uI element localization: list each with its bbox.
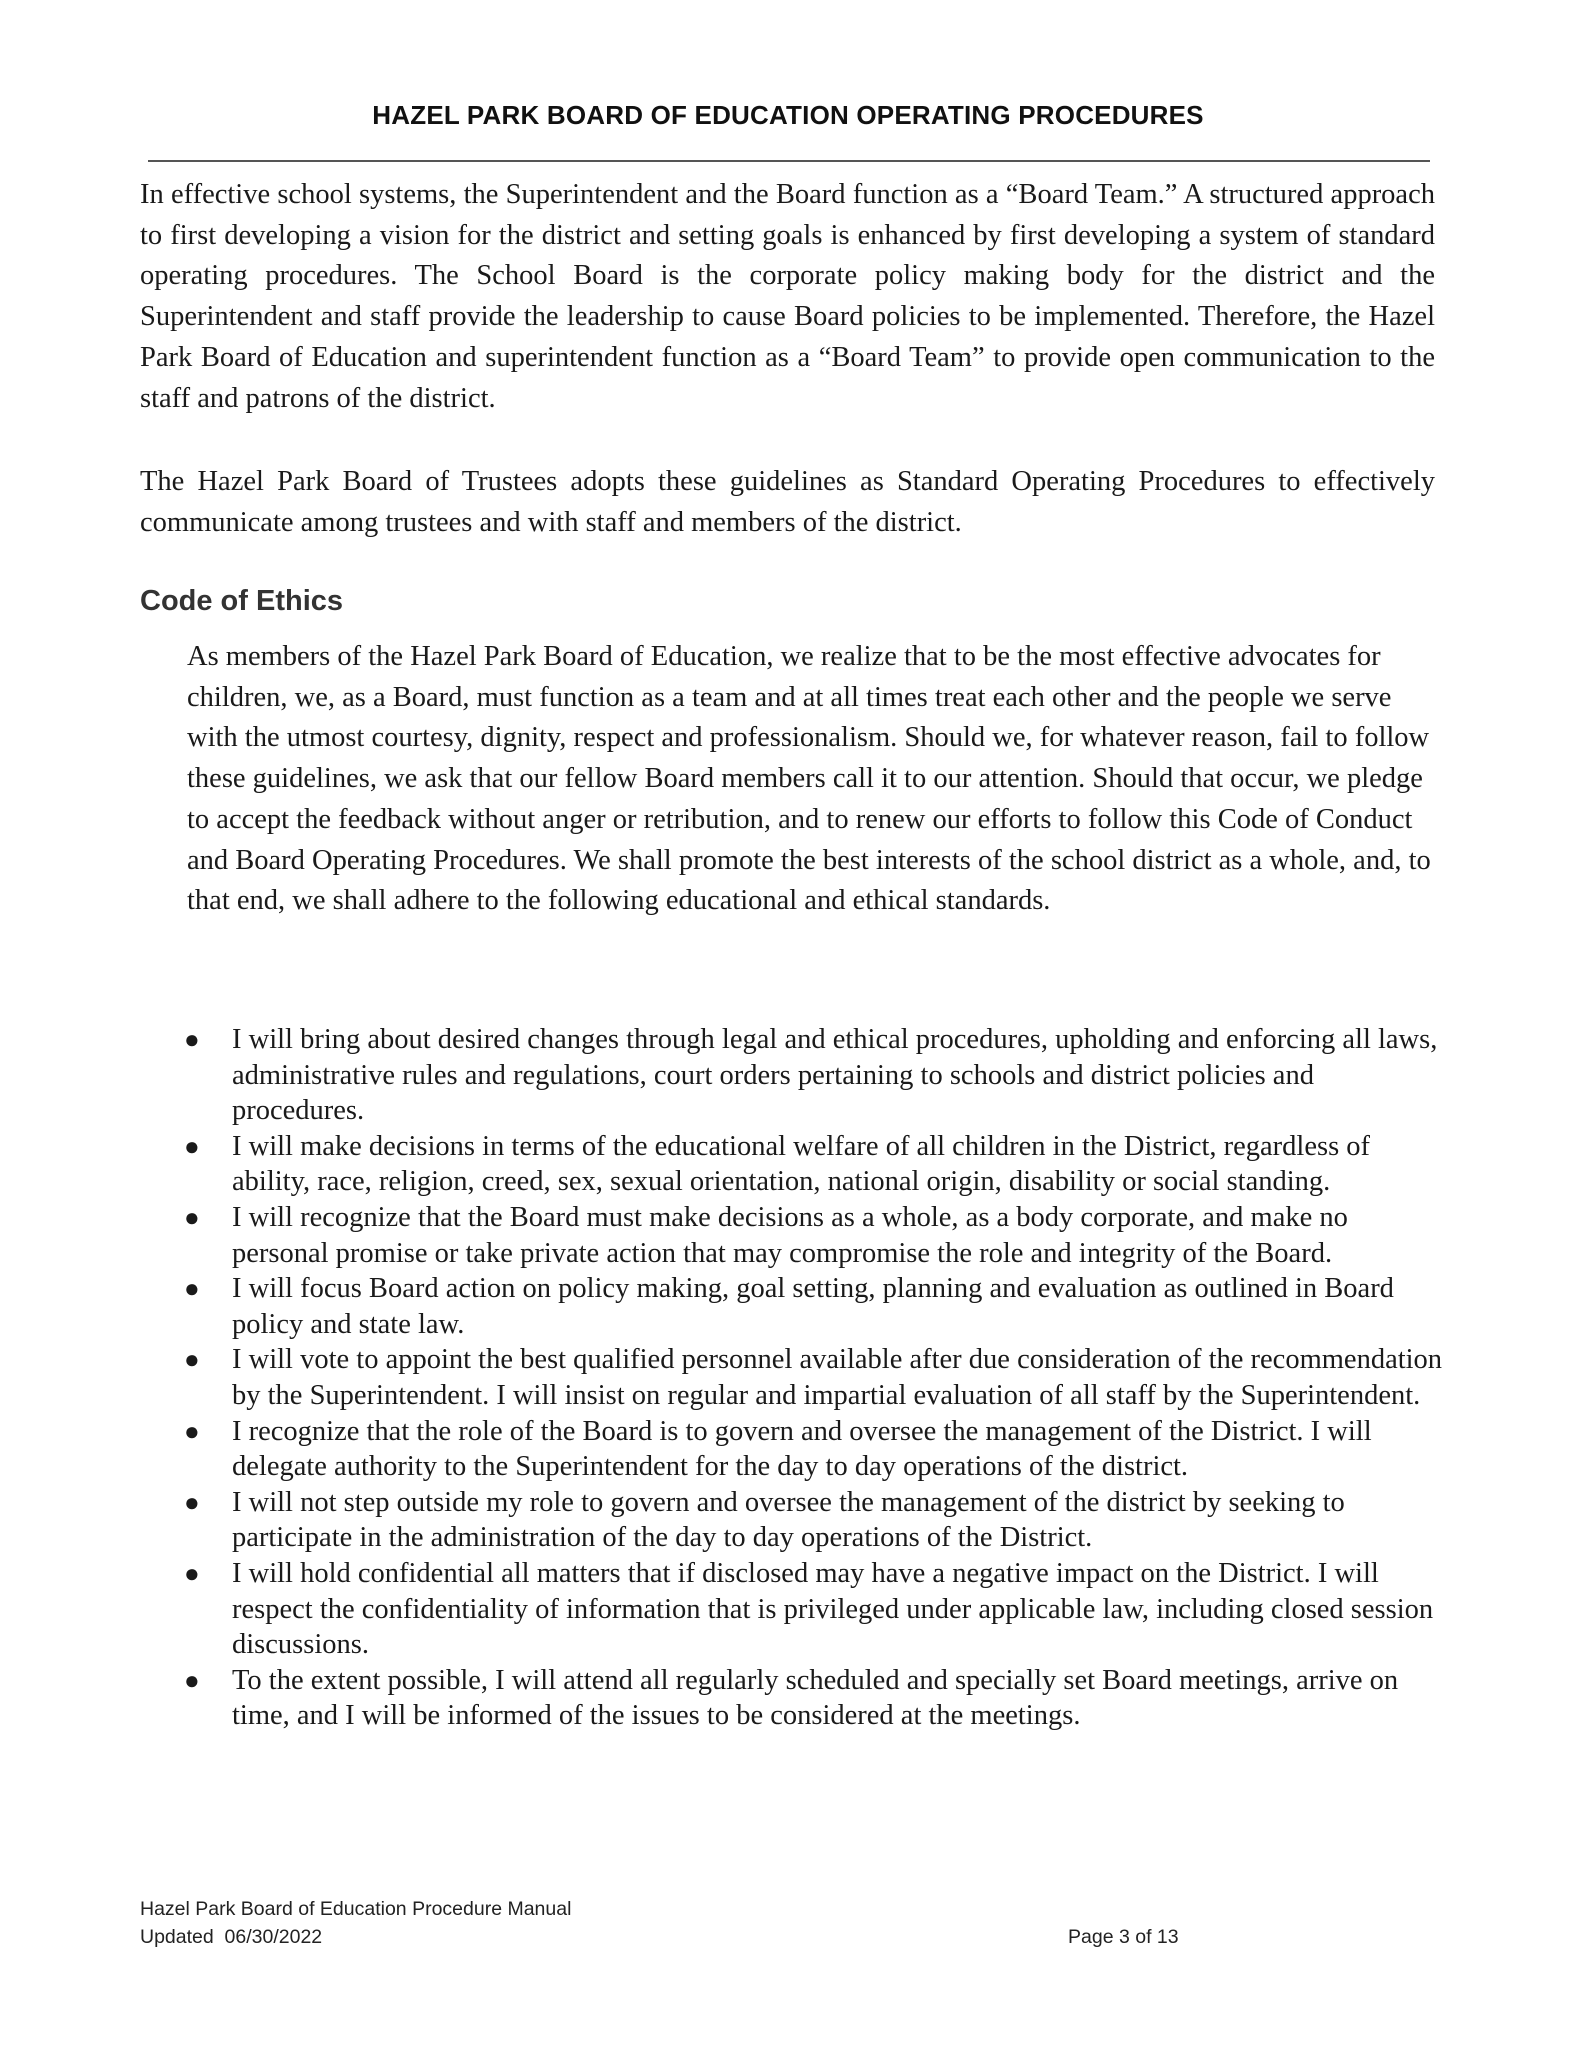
bullet-text: I will bring about desired changes through legal and ethical procedures, upholding and enforcing all laws, administrative rules and regulations, court orders pertaining to schools and district policies and procedures. (232, 1024, 1438, 1127)
ethics-bullet-item (0, 1663, 1444, 1734)
bullet-dot-icon: ● (184, 1274, 200, 1304)
ethics-bullet-item (0, 1485, 1444, 1556)
ethics-bullet-item (0, 1414, 1444, 1485)
footer-updated-date: Updated 06/30/2022 (140, 1926, 323, 1948)
bullet-dot-icon: ● (184, 1131, 200, 1161)
bullet-text: I recognize that the role of the Board is to govern and oversee the management of the District. I will delegate authority to the Superintendent for the day to day operations of the district. (232, 1415, 1372, 1483)
bullet-dot-icon: ● (184, 1665, 200, 1695)
ethics-bullet-item (0, 1200, 1444, 1271)
footer-left (140, 1895, 571, 1951)
ethics-bullet-item (0, 1129, 1444, 1200)
section-heading-code-of-ethics: Code of Ethics (140, 585, 344, 617)
bullet-text: I will focus Board action on policy making, goal setting, planning and evaluation as outlined in Board policy and state law. (232, 1273, 1394, 1340)
code-of-ethics-intro: As members of the Hazel Park Board of Education, we realize that to be the most effective advocates for children, we, as a Board, must function as a team and at all times treat each other and the people we serve with the utmost courtesy, dignity, respect and professionalism. Should we, for whatever reason, fail to follow these guidelines, we ask that our fellow Board members call it to our attention. Should that occur, we pledge to accept the feedback without anger or retribution, and to renew our efforts to follow this Code of Conduct and Board Operating Procedures. We shall promote the best interests of the school district as a whole, and, to that end, we shall adhere to the following educational and ethical standards. (187, 641, 1431, 917)
bullet-text: I will hold confidential all matters that if disclosed may have a negative impact on the District. I will respect the confidentiality of information that is privileged under applicable law, including closed session discussions. (232, 1557, 1434, 1661)
bullet-dot-icon: ● (184, 1025, 200, 1054)
bullet-text: I will vote to appoint the best qualified personnel available after due consideration of the recommendation by the Superintendent. I will insist on regular and impartial evaluation of all staff by the Superintendent. (232, 1344, 1443, 1411)
bullet-text: I will recognize that the Board must make decisions as a whole, as a body corporate, and make no personal promise or take private action that may compromise the role and integrity of the Board. (232, 1201, 1348, 1269)
page-header-title: HAZEL PARK BOARD OF EDUCATION OPERATING PROCEDURES (372, 100, 1204, 130)
bullet-dot-icon: ● (184, 1487, 200, 1517)
header-divider (148, 160, 1430, 162)
bullet-dot-icon: ● (184, 1202, 200, 1232)
ethics-bullet-item (0, 1271, 1444, 1342)
ethics-bullet-item (0, 1556, 1444, 1663)
bullet-text: I will make decisions in terms of the educational welfare of all children in the District, regardless of ability, race, religion, creed, sex, sexual orientation, national origin, disability or social standing. (232, 1130, 1371, 1198)
bullet-dot-icon: ● (184, 1345, 200, 1375)
bullet-dot-icon: ● (184, 1558, 200, 1588)
bullet-text: To the extent possible, I will attend all regularly scheduled and specially set Board meetings, arrive on time, and I will be informed of the issues to be considered at the meetings. (232, 1664, 1399, 1732)
footer-manual-title: Hazel Park Board of Education Procedure Manual (140, 1898, 572, 1920)
bullet-dot-icon: ● (184, 1416, 200, 1446)
ethics-bullet-list (0, 1022, 1582, 1734)
bullet-text: I will not step outside my role to govern and oversee the management of the district by seeking to participate in the administration of the day to day operations of the District. (232, 1486, 1345, 1554)
ethics-bullet-item (0, 1022, 1444, 1129)
footer-page-number: Page 3 of 13 (1068, 1926, 1179, 1948)
ethics-bullet-item (0, 1342, 1444, 1413)
intro-paragraph-1: In effective school systems, the Superintendent and the Board function as a “Board Team.” A structured approach to first developing a vision for the district and setting goals is enhanced by first developing a system of standard operating procedures. The School Board is the corporate policy making body for the district and the Superintendent and staff provide the leadership to cause Board policies to be implemented. Therefore, the Hazel Park Board of Education and superintendent function as a “Board Team” to provide open communication to the staff and patrons of the district. (140, 179, 1435, 414)
intro-paragraph-2: The Hazel Park Board of Trustees adopts these guidelines as Standard Operating Procedures to effectively communicate among trustees and with staff and members of the district. (140, 466, 1435, 538)
